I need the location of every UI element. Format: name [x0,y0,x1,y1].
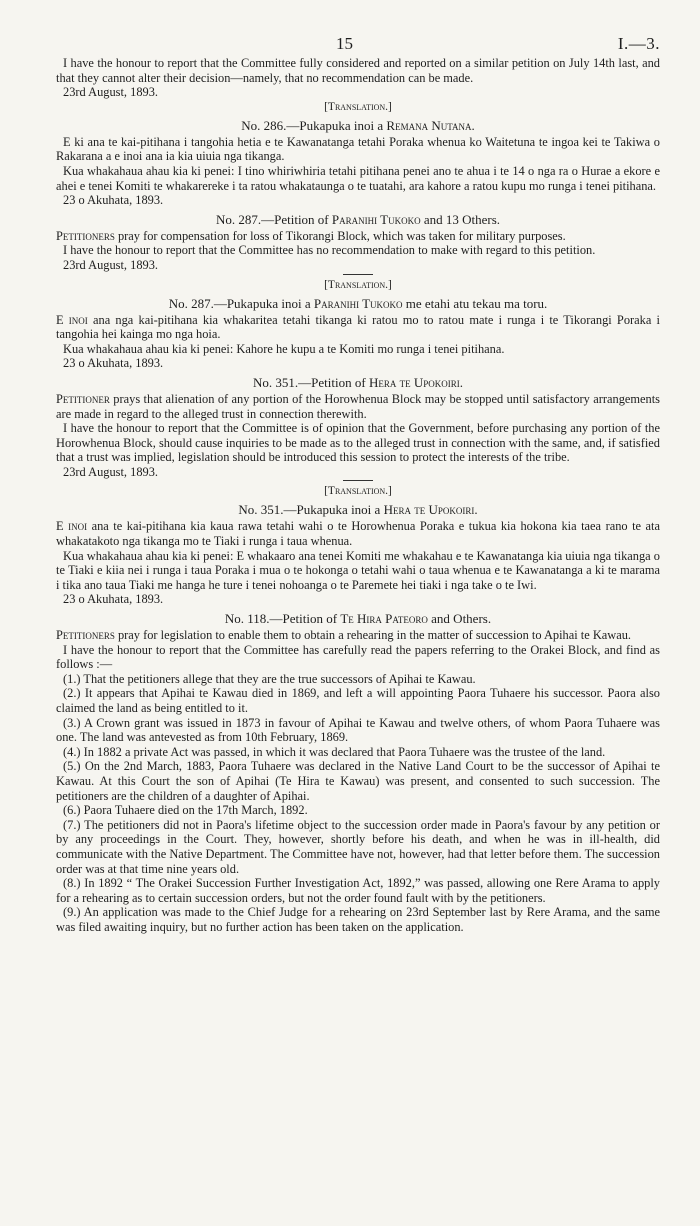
report-paragraph: I have the honour to report that the Committee has carefully read the papers referring to the Orakei Block, and find as follows :— [56,642,660,672]
petition-paragraph: Petitioner prays that alienation of any portion of the Horowhenua Block may be stopped until satisfactory arrangements are made in regard to the alleged trust in connection therewith. [56,391,660,421]
petition-heading-351-maori: No. 351.—Pukapuka inoi a Hera te Upokoiri. [238,502,478,518]
report-date: 23rd August, 1893. [63,464,158,479]
report-paragraph: Kua whakahaua ahau kia ki penei: Kahore he kupu a te Komiti mo runga i tenei pitihana. [63,341,505,356]
finding-item: (2.) It appears that Apihai te Kawau died in 1869, and left a will appointing Paora Tuhaere his successor. Paora also claimed the land as being entitled to it. [56,686,660,715]
finding-item: (3.) A Crown grant was issued in 1873 in favour of Apihai te Kawau and twelve others, of whom Paora Tuhaere was one. The land was antevested as from 10th February, 1869. [56,715,660,745]
petition-paragraph: E inoi ana te kai-pitihana kia kaua rawa tetahi wahi o te Horowhenua Poraka e tukua kia hokona kia taea rano te ata whakatakoto nga tikanga mo te Tiaki i runga i taua whenua. [56,519,660,549]
report-date: 23rd August, 1893. [63,257,158,272]
report-paragraph: I have the honour to report that the Committee has no recommendation to make with regard to this petition. [63,243,596,258]
petition-paragraph: E inoi ana nga kai-pitihana kia whakaritea tetahi tikanga ki ratou mo to ratou mate i runga i te Tikorangi Poraka i tangohia hei kainga mo nga hoia. [56,312,660,342]
finding-item: (1.) That the petitioners allege that they are the true successors of Apihai te Kawau. [63,671,476,686]
finding-item: (6.) Paora Tuhaere died on the 17th March, 1892. [63,803,308,818]
petition-heading-118: No. 118.—Petition of Te Hira Pateoro and Others. [224,611,492,627]
intro-paragraph: I have the honour to report that the Committee fully considered and reported on a similar petition on July 14th last, and that they cannot alter their decision—namely, that no recommendation can be made. [56,56,660,85]
petition-heading-351: No. 351.—Petition of Hera te Upokoiri. [253,374,463,390]
finding-item: (5.) On the 2nd March, 1883, Paora Tuhaere was declared in the Native Land Court to be the successor of Apihai te Kawau. At this Court the son of Apihai (Te Hira te Kawau) was present, and consented to such succession. The petitioners are the children of a daughter of Apihai. [56,759,660,803]
page-number: 15 [336,34,353,53]
document-page [56,34,660,935]
petition-paragraph: Petitioners pray for legislation to enable them to obtain a rehearing in the matter of succession to Apihai te Kawau. [56,628,632,643]
intro-date: 23rd August, 1893. [63,85,158,100]
finding-item: (4.) In 1882 a private Act was passed, in which it was declared that Paora Tuhaere was the trustee of the land. [63,744,606,759]
translation-label: [Translation.] [324,278,392,291]
report-paragraph: Kua whakahaua ahau kia ki penei: E whakaaro ana tenei Komiti me whakahau e te Kawanatanga kia uiuia nga tikanga o te Tiaki e kiia nei i runga i taua Poraka i mua o te hokonga o tetahi wahi o taua whenua e te Kawanatanga a ki te marama i tika ano taua Tiaki me hanga he ture i tenei nohoanga o te Paremete hei tiaki i nga take o te Iwi. [56,548,660,592]
translation-label: [Translation.] [324,100,392,113]
report-date: 23 o Akuhata, 1893. [63,592,164,607]
petition-paragraph: Petitioners pray for compensation for loss of Tikorangi Block, which was taken for military purposes. [56,228,566,243]
page-header [56,34,660,56]
finding-item: (8.) In 1892 “ The Orakei Succession Further Investigation Act, 1892,” was passed, allowing one Rere Arama to apply for a rehearing as to certain succession orders, but not the order found fault with by the petitioners. [56,876,660,905]
divider [343,480,373,481]
report-paragraph: I have the honour to report that the Committee is of opinion that the Government, before purchasing any portion of the Horowhenua Block, should cause inquiries to be made as to the alleged trust in connection with the same, and, if satisfied that a trust was implied, legislation should be introduced this session to protect the interests of the tribe. [56,421,660,465]
petition-heading-286: No. 286.—Pukapuka inoi a Remana Nutana. [241,117,475,133]
petition-heading-287: No. 287.—Petition of Paranihi Tukoko and 13 Others. [215,211,501,227]
finding-item: (7.) The petitioners did not in Paora's lifetime object to the succession order made in Paora's favour by any petition or by any proceedings in the Court. They, however, shortly before his death, and when he was in ill-health, did communicate with the Native Department. The Committee have not, however, had that letter before them. The succession order was at that time nine years old. [56,817,660,876]
report-date: 23 o Akuhata, 1893. [63,356,164,371]
petition-heading-287-maori: No. 287.—Pukapuka inoi a Paranihi Tukoko me etahi atu tekau ma toru. [168,295,548,311]
translation-label: [Translation.] [324,485,392,498]
divider [343,274,373,275]
report-paragraph: Kua whakahaua ahau kia ki penei: I tino whiriwhiria tetahi pitihana penei ano te ahua i te 14 o nga ra o Hurae a ekore e ahei e tenei Komiti te whakarereke i ta ratou whakataunga o te tuatahi, ara kahore a ratou kupu mo runga i tenei pitihana. [56,163,660,193]
petition-paragraph: E ki ana te kai-pitihana i tangohia hetia e te Kawanatanga tetahi Poraka whenua ko Waitetuna te ingoa kei te Takiwa o Rakarana a e inoi ana ia kia uiuia nga tikanga. [56,134,660,164]
finding-item: (9.) An application was made to the Chief Judge for a rehearing on 23rd September last by Rere Arama, and the same was filed awaiting inquiry, but no further action has been taken on the application. [56,905,660,934]
document-reference: I.—3. [617,34,660,53]
report-date: 23 o Akuhata, 1893. [63,193,164,208]
